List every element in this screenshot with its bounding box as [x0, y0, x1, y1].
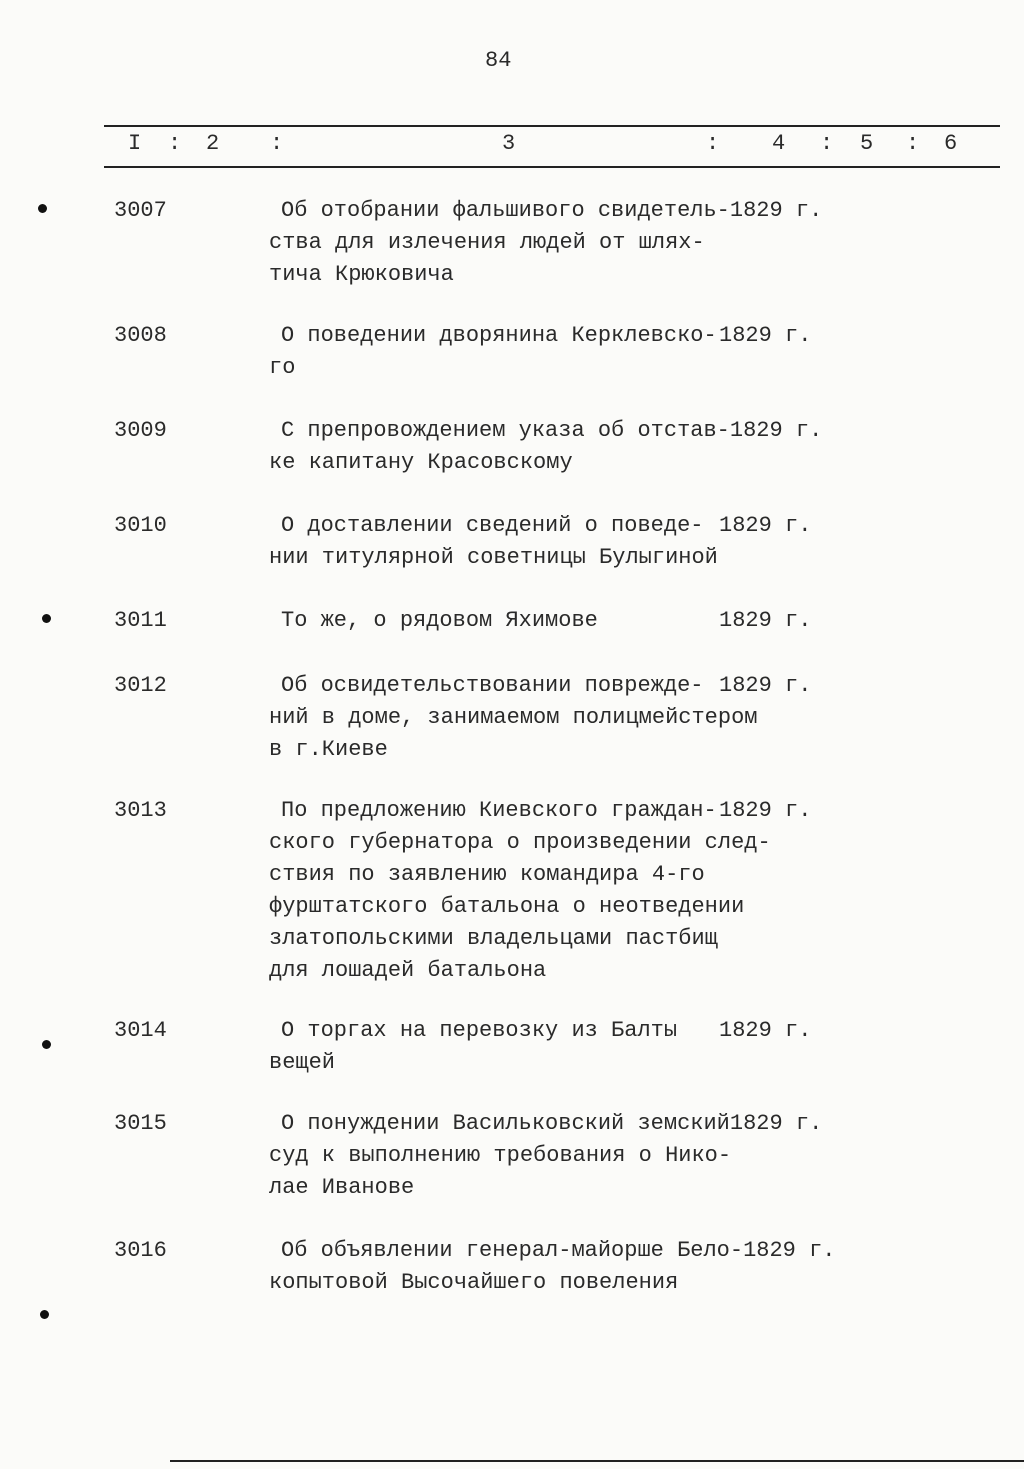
case-number: 3010 [114, 513, 167, 538]
col-header-2: 2 [206, 131, 220, 156]
case-number: 3016 [114, 1238, 167, 1263]
case-number: 3011 [114, 608, 167, 633]
entry-year: 1829 г. [719, 673, 812, 698]
entry-first-line [281, 510, 811, 542]
entry-first-line [281, 795, 811, 827]
binding-hole-mark [38, 204, 47, 213]
entry-title-line: златопольскими владельцами пастбищ [269, 926, 718, 951]
case-number: 3014 [114, 1018, 167, 1043]
entry-title-line: ства для излечения людей от шлях- [269, 230, 705, 255]
case-number: 3015 [114, 1111, 167, 1136]
col-sep: : [706, 131, 720, 156]
entry-first-line [281, 605, 811, 637]
binding-hole-mark [42, 1040, 51, 1049]
header-bottom-rule [104, 166, 1000, 168]
entry-title-line: в г.Киеве [269, 737, 388, 762]
col-sep: : [906, 131, 920, 156]
entry-first-line [281, 195, 822, 227]
case-number: 3012 [114, 673, 167, 698]
col-sep: : [270, 131, 284, 156]
entry-title-line: ствия по заявлению командира 4-го [269, 862, 705, 887]
entry-year: 1829 г. [719, 323, 812, 348]
page-number: 84 [485, 48, 512, 73]
entry-title-line: суд к выполнению требования о Нико- [269, 1143, 732, 1168]
entry-title-line: ского губернатора о произведении след- [269, 830, 771, 855]
col-header-3: 3 [502, 131, 516, 156]
binding-hole-mark [42, 614, 51, 623]
entry-title-line: Об объявлении генерал-майорше Бело- [281, 1238, 744, 1263]
entry-year: 1829 г. [729, 198, 823, 223]
col-header-1: I [128, 131, 142, 156]
entry-title-line: По предложению Киевского граждан- [281, 798, 717, 823]
entry-year: 1829 г. [719, 513, 812, 538]
col-sep: : [168, 131, 182, 156]
col-sep: : [820, 131, 834, 156]
entry-year: 1829 г. [719, 798, 812, 823]
entry-first-line [281, 1015, 811, 1047]
entry-year: 1829 г. [729, 418, 823, 443]
entry-title-line: С препровождением указа об отстав- [281, 418, 730, 443]
case-number: 3007 [114, 198, 167, 223]
entry-first-line [281, 415, 822, 447]
entry-title-line: ке капитану Красовскому [269, 450, 573, 475]
entry-year: 1829 г. [743, 1238, 836, 1263]
case-number: 3009 [114, 418, 167, 443]
entry-title-line: фурштатского батальона о неотведении [269, 894, 745, 919]
header-top-rule [104, 125, 1000, 127]
entry-title-line: ний в доме, занимаемом полицмейстером [269, 705, 758, 730]
entry-title-line: О поведении дворянина Керклевско- [281, 323, 717, 348]
entry-title-line: для лошадей батальона [269, 958, 547, 983]
entry-title-line: тича Крюковича [269, 262, 454, 287]
entry-title-line: Об освидетельствовании поврежде- [281, 673, 704, 698]
entry-first-line [281, 1235, 836, 1267]
entry-title-line: Об отобрании фальшивого свидетель- [281, 198, 730, 223]
entry-title-line: О торгах на перевозку из Балты [281, 1018, 678, 1043]
entry-first-line [281, 670, 811, 702]
case-number: 3013 [114, 798, 167, 823]
entry-title-line: О понуждении Васильковский земский [281, 1111, 730, 1136]
bottom-rule [170, 1460, 1024, 1462]
col-header-5: 5 [860, 131, 874, 156]
entry-first-line [281, 1108, 822, 1140]
col-header-4: 4 [772, 131, 786, 156]
case-number: 3008 [114, 323, 167, 348]
entry-title-line: То же, о рядовом Яхимове [281, 608, 598, 633]
entry-title-line: копытовой Высочайшего повеления [269, 1270, 679, 1295]
entry-year: 1829 г. [729, 1111, 823, 1136]
binding-hole-mark [40, 1310, 49, 1319]
entry-title-line: нии титулярной советницы Булыгиной [269, 545, 718, 570]
entry-year: 1829 г. [719, 1018, 812, 1043]
entry-title-line: лае Иванове [269, 1175, 415, 1200]
entry-title-line: вещей [269, 1050, 336, 1075]
col-header-6: 6 [944, 131, 958, 156]
entry-first-line [281, 320, 811, 352]
entry-title-line: О доставлении сведений о поведе- [281, 513, 704, 538]
entry-year: 1829 г. [719, 608, 812, 633]
entry-title-line: го [269, 355, 296, 380]
